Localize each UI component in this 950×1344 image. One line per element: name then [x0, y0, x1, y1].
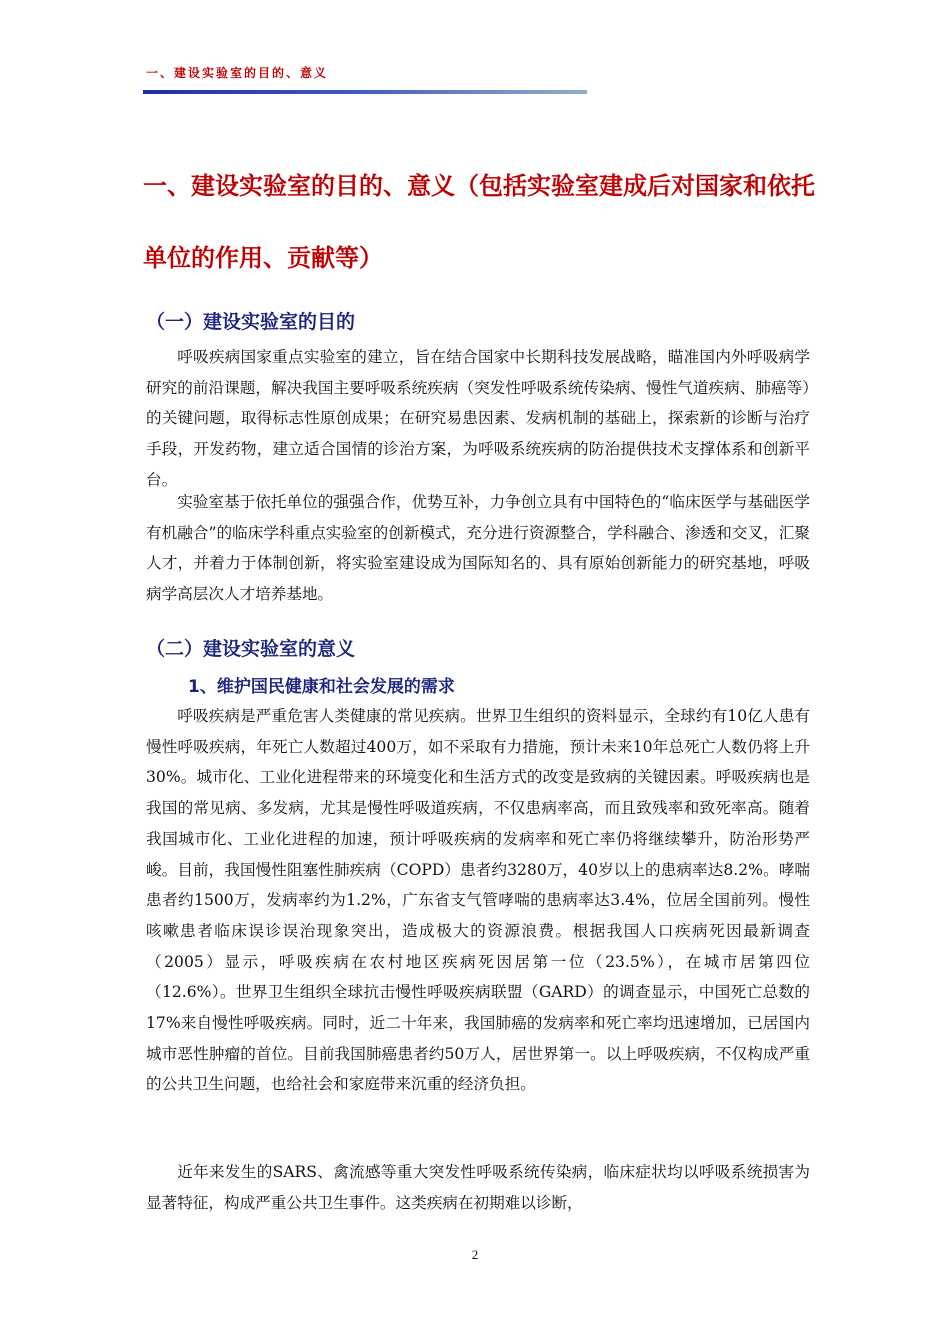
section-heading-purpose: （一）建设实验室的目的	[146, 311, 356, 333]
paragraph-significance-1: 呼吸疾病是严重危害人类健康的常见疾病。世界卫生组织的资料显示，全球约有10亿人患有慢性呼吸疾病，年死亡人数超过400万，如不采取有力措施，预计未来10年总死亡人数仍将上升30%。城市化、工业化进程带来的环境变化和生活方式的改变是致病的关键因素。呼吸疾病也是我国的常见病、多发病，尤其是慢性呼吸道疾病，不仅患病率高，而且致残率和致死率高。随着我国城市化、工业化进程的加速，预计呼吸疾病的发病率和死亡率仍将继续攀升，防治形势严峻。目前，我国慢性阻塞性肺疾病（COPD）患者约3280万，40岁以上的患病率达8.2%。哮喘患者约1500万，发病率约为1.2%，广东省支气管哮喘的患病率达3.4%，位居全国前列。慢性咳嗽患者临床误诊误治现象突出，造成极大的资源浪费。根据我国人口疾病死因最新调查（2005）显示，呼吸疾病在农村地区疾病死因居第一位（23.5%），在城市居第四位（12.6%）。世界卫生组织全球抗击慢性呼吸疾病联盟（GARD）的调查显示，中国死亡总数的17%来自慢性呼吸疾病。同时，近二十年来，我国肺癌的发病率和死亡率均迅速增加，已居国内城市恶性肿瘤的首位。目前我国肺癌患者约50万人，居世界第一。以上呼吸疾病，不仅构成严重的公共卫生问题，也给社会和家庭带来沉重的经济负担。	[146, 707, 810, 1094]
main-title: 一、建设实验室的目的、意义（包括实验室建成后对国家和依托单位的作用、贡献等）	[143, 172, 815, 272]
subheading-health-needs: 1、维护国民健康和社会发展的需求	[188, 677, 455, 697]
section-heading-significance: （二）建设实验室的意义	[146, 638, 356, 660]
running-header: 一、建设实验室的目的、意义	[146, 66, 329, 80]
page-number: 2	[471, 1247, 479, 1262]
paragraph-purpose-1: 呼吸疾病国家重点实验室的建立，旨在结合国家中长期科技发展战略，瞄准国内外呼吸病学研究的前沿课题，解决我国主要呼吸系统疾病（突发性呼吸系统传染病、慢性气道疾病、肺癌等）的关键问题，取得标志性原创成果；在研究易患因素、发病机制的基础上，探索新的诊断与治疗手段，开发药物，建立适合国情的诊治方案，为呼吸系统疾病的防治提供技术支撑体系和创新平台。	[146, 348, 810, 489]
paragraph-significance-2: 近年来发生的SARS、禽流感等重大突发性呼吸系统传染病，临床症状均以呼吸系统损害为显著特征，构成严重公共卫生事件。这类疾病在初期难以诊断，	[146, 1163, 810, 1212]
header-rule	[143, 90, 587, 94]
paragraph-purpose-2: 实验室基于依托单位的强强合作，优势互补，力争创立具有中国特色的“临床医学与基础医学有机融合”的临床学科重点实验室的创新模式，充分进行资源整合，学科融合、渗透和交叉，汇聚人才，并着力于体制创新，将实验室建设成为国际知名的、具有原始创新能力的研究基地，呼吸病学高层次人才培养基地。	[146, 493, 810, 604]
